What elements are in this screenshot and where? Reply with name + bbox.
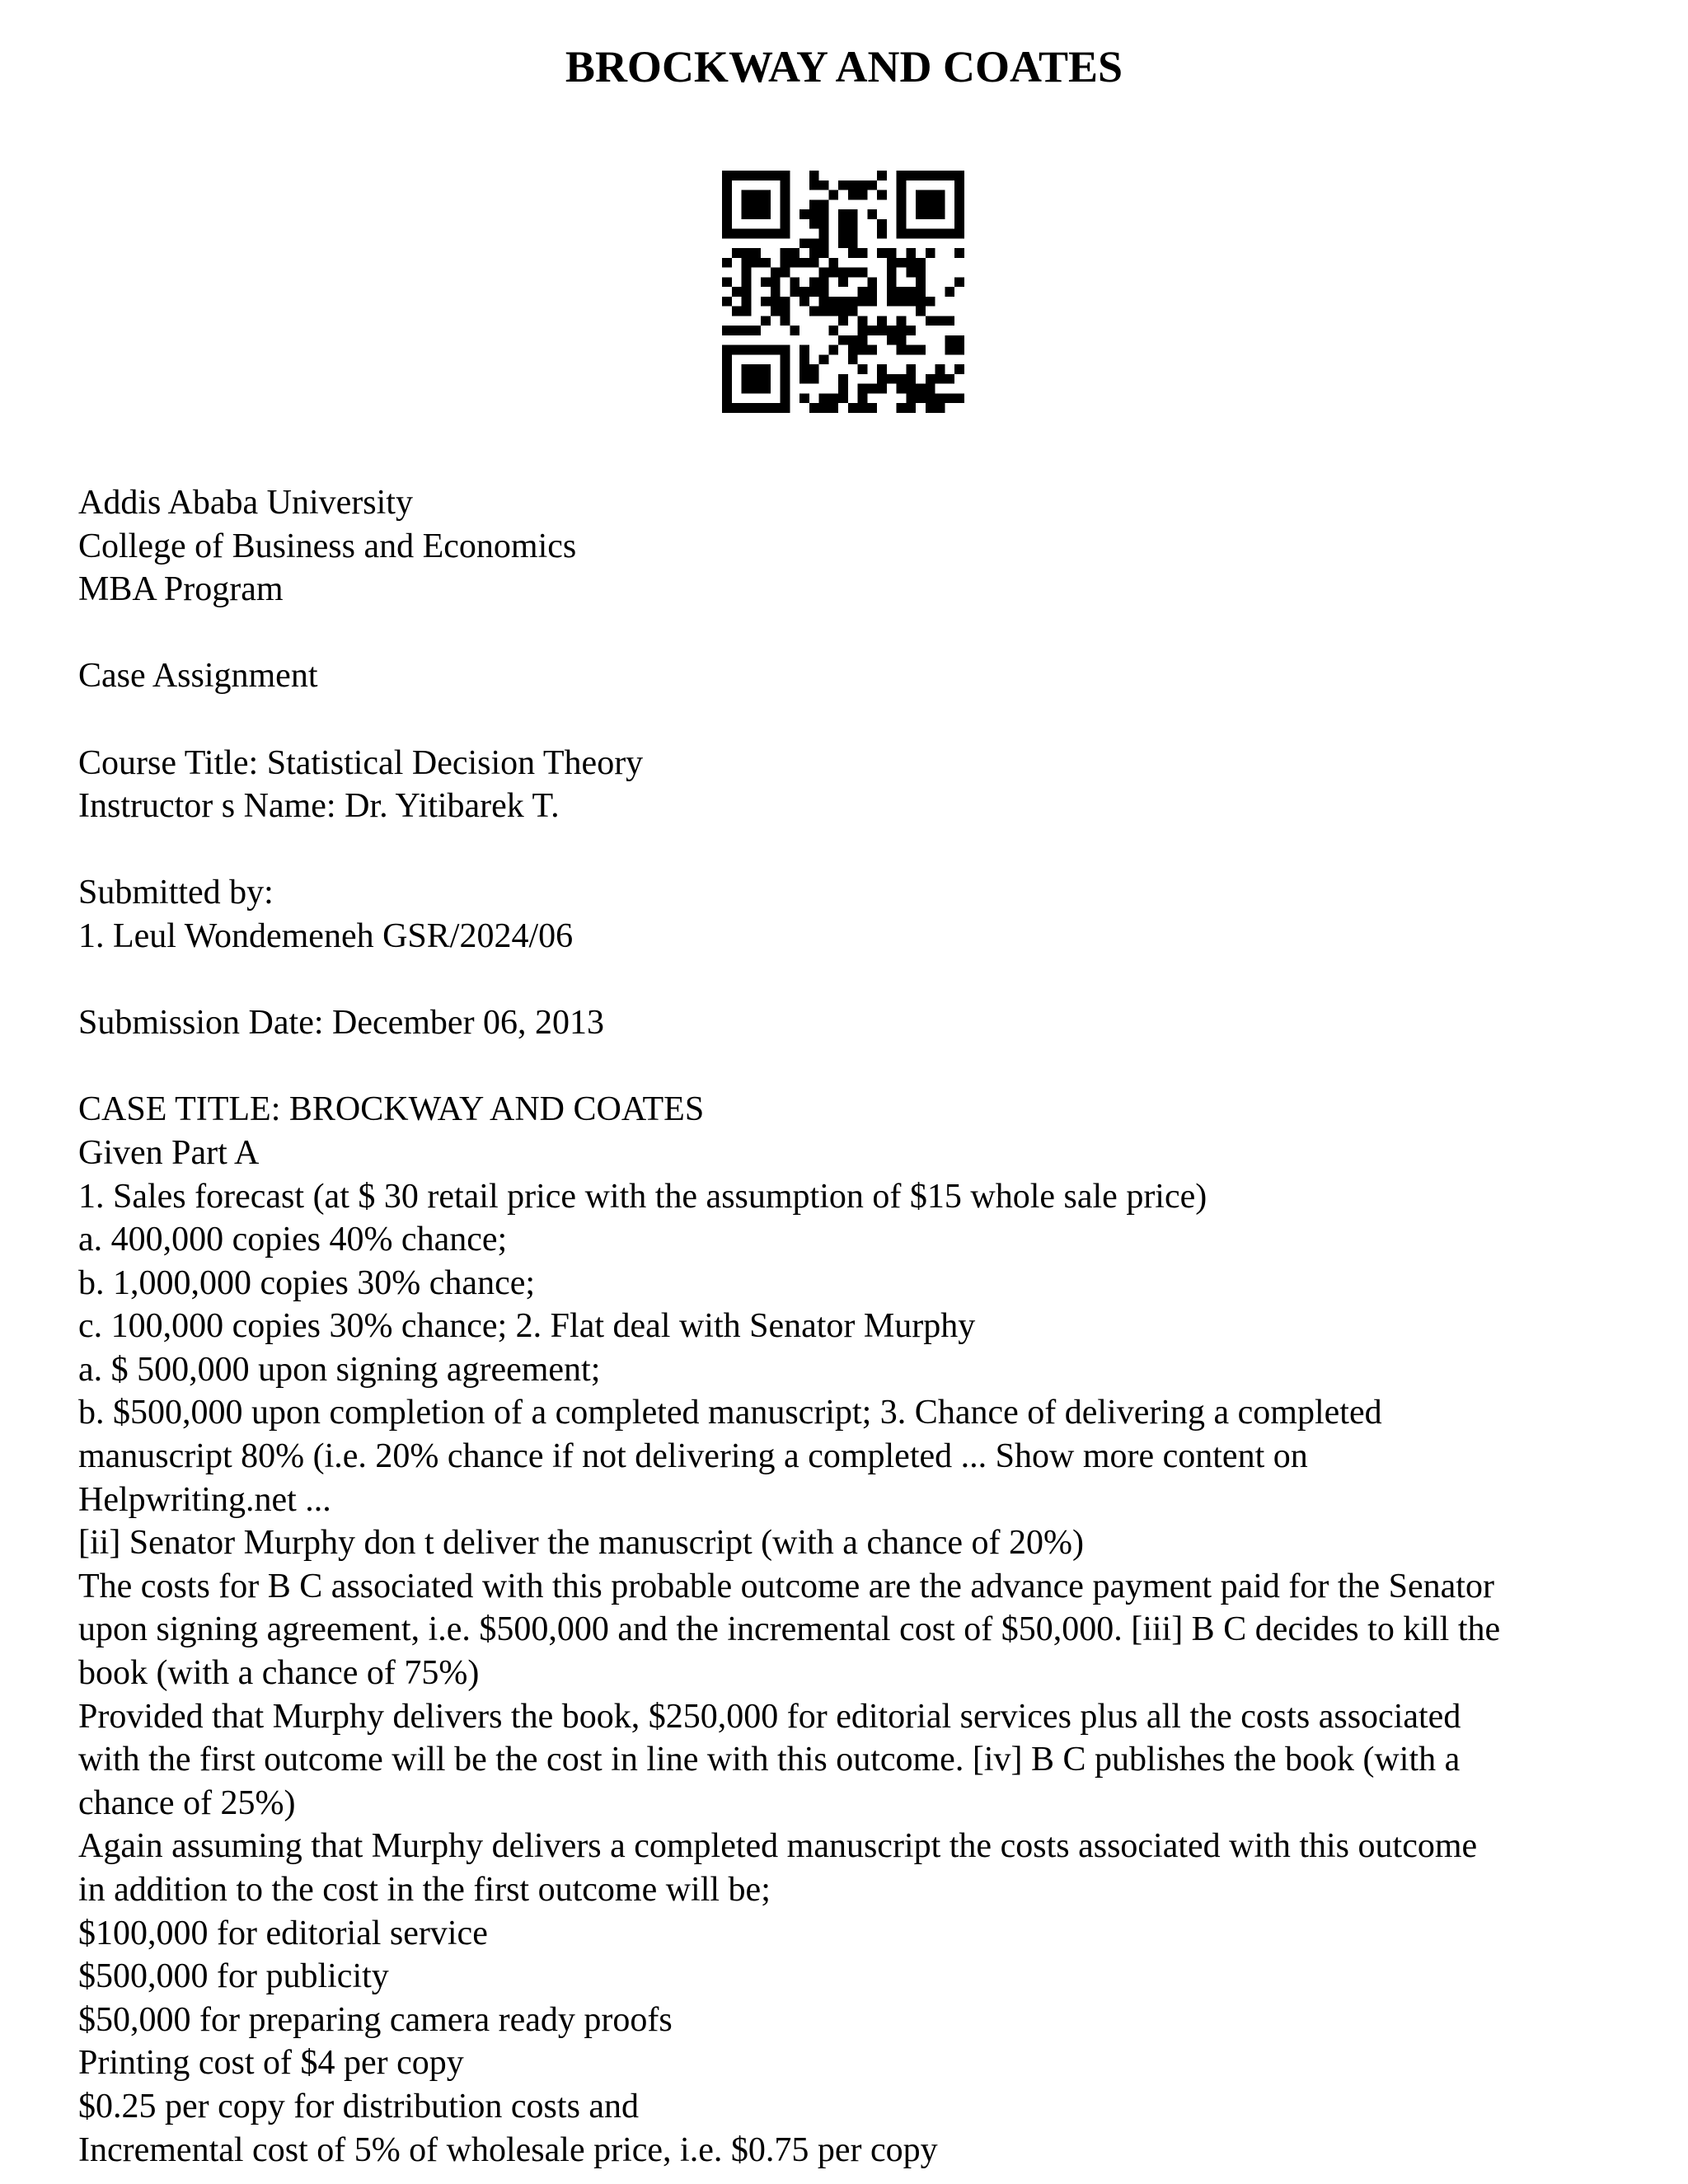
case-text	[78, 1088, 1628, 2172]
document-body	[78, 481, 1628, 2172]
case-line: [ii] Senator Murphy don t deliver the manuscript (with a chance of 20%)	[78, 1524, 1084, 1563]
case-line: CASE TITLE: BROCKWAY AND COATES	[78, 1090, 705, 1129]
course-block	[78, 742, 1628, 828]
case-line: Incremental cost of 5% of wholesale price, i.e. $0.75 per copy	[78, 2130, 938, 2169]
case-line: manuscript 80% (i.e. 20% chance if not delivering a completed ... Show more content on	[78, 1437, 1308, 1476]
case-line: c. 100,000 copies 30% chance; 2. Flat deal with Senator Murphy	[78, 1307, 976, 1346]
program-name: MBA Program	[78, 570, 284, 609]
case-line: in addition to the cost in the first outcome will be;	[78, 1871, 771, 1909]
submitted-by-label: Submitted by:	[78, 874, 274, 912]
case-line: b. 1,000,000 copies 30% chance;	[78, 1263, 536, 1302]
spacer	[78, 828, 1628, 872]
case-line: upon signing agreement, i.e. $500,000 and the incremental cost of $50,000. [iii] B C decides to kill the	[78, 1610, 1501, 1649]
submission-date: Submission Date: December 06, 2013	[78, 1004, 605, 1043]
case-line: chance of 25%)	[78, 1783, 296, 1822]
case-line: $100,000 for editorial service	[78, 1914, 488, 1952]
case-line: $500,000 for publicity	[78, 1957, 389, 1996]
case-line: b. $500,000 upon completion of a completed manuscript; 3. Chance of delivering a completed	[78, 1394, 1382, 1432]
qr-code-icon	[722, 171, 964, 413]
case-line: with the first outcome will be the cost in line with this outcome. [iv] B C publishes the book (with a	[78, 1741, 1461, 1779]
spacer	[78, 698, 1628, 742]
case-line: Printing cost of $4 per copy	[78, 2044, 464, 2083]
case-line: Again assuming that Murphy delivers a completed manuscript the costs associated with this outcome	[78, 1827, 1478, 1866]
case-line: Helpwriting.net ...	[78, 1480, 331, 1519]
case-line: a. $ 500,000 upon signing agreement;	[78, 1350, 601, 1389]
case-line: $0.25 per copy for distribution costs and	[78, 2087, 640, 2125]
case-line: Given Part A	[78, 1133, 260, 1172]
submitter-entry: 1. Leul Wondemeneh GSR/2024/06	[78, 916, 574, 955]
university-name: Addis Ababa University	[78, 484, 413, 522]
case-line: Provided that Murphy delivers the book, $250,000 for editorial services plus all the costs associated	[78, 1697, 1461, 1736]
case-line: book (with a chance of 75%)	[78, 1654, 480, 1693]
submitted-block	[78, 871, 1628, 958]
assignment-type: Case Assignment	[78, 657, 318, 696]
case-line: a. 400,000 copies 40% chance;	[78, 1221, 508, 1259]
case-line: $50,000 for preparing camera ready proofs	[78, 2000, 673, 2039]
spacer	[78, 1045, 1628, 1089]
instructor-name: Instructor s Name: Dr. Yitibarek T.	[78, 787, 560, 826]
header-block	[78, 481, 1628, 612]
course-title: Course Title: Statistical Decision Theory	[78, 743, 644, 782]
case-line: The costs for B C associated with this probable outcome are the advance payment paid for the Senator	[78, 1567, 1494, 1605]
college-name: College of Business and Economics	[78, 527, 577, 565]
case-line: 1. Sales forecast (at $ 30 retail price with the assumption of $15 whole sale price)	[78, 1177, 1207, 1216]
spacer	[78, 958, 1628, 1002]
spacer	[78, 612, 1628, 655]
page-title: BROCKWAY AND COATES	[565, 42, 1123, 91]
